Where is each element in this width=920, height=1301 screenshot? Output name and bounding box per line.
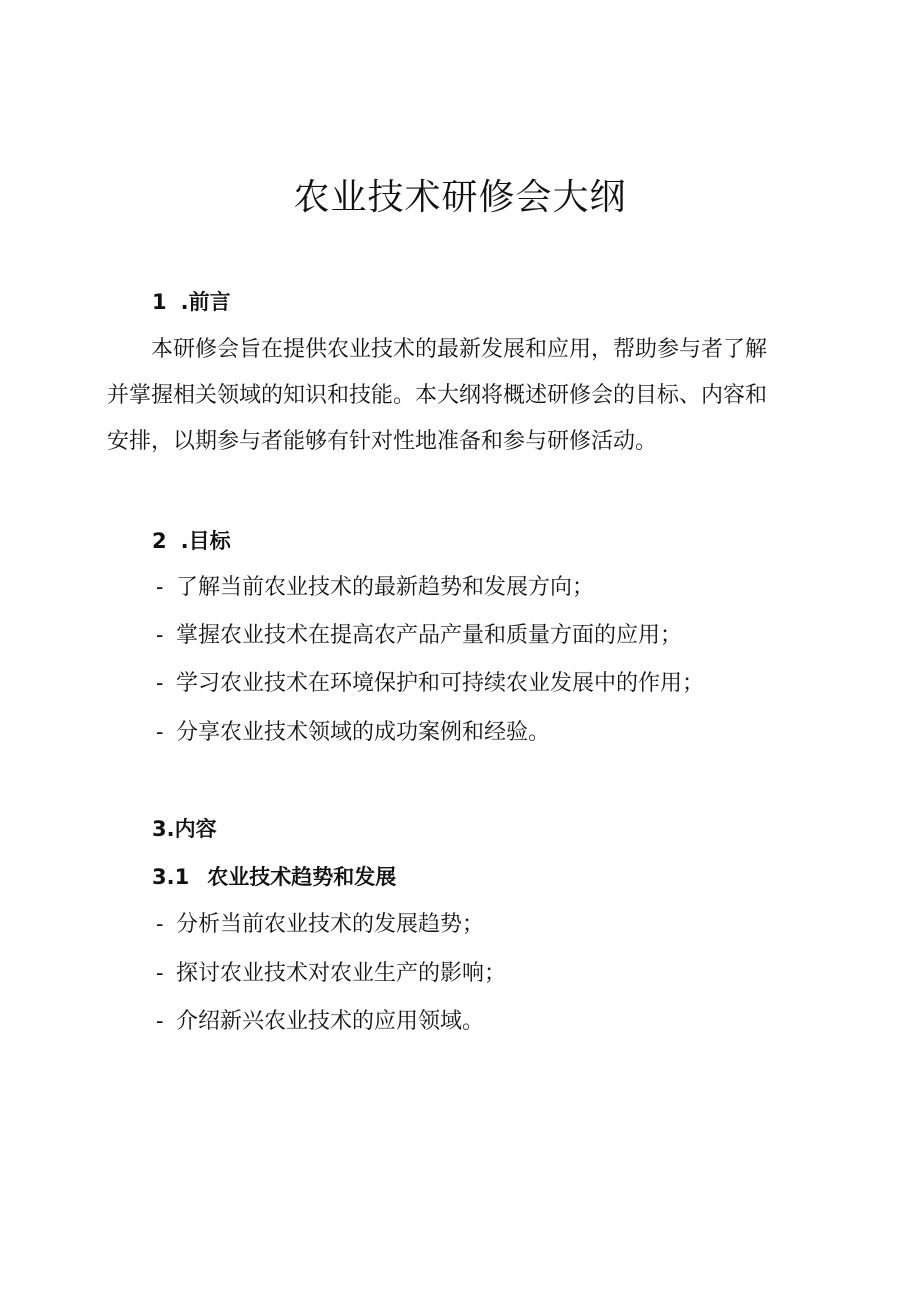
list-item — [156, 570, 594, 606]
list-item-text: 了解当前农业技术的最新趋势和发展方向； — [176, 575, 595, 600]
subsection-3-1-number: 3.1 — [152, 865, 190, 889]
list-item-text: 探讨农业技术对农业生产的影响； — [176, 961, 507, 986]
list-item-text: 分享农业技术领域的成功案例和经验。 — [176, 720, 551, 745]
bullet-dash: - — [156, 912, 164, 937]
paragraph-line: 本研修会旨在提供农业技术的最新发展和应用，帮助参与者了解 — [151, 337, 768, 362]
section-2-heading — [152, 525, 231, 557]
bullet-dash: - — [156, 671, 164, 696]
list-item — [156, 715, 550, 751]
section-1-heading — [152, 286, 231, 318]
section-1-paragraph — [107, 327, 807, 465]
list-item-text: 介绍新兴农业技术的应用领域。 — [176, 1009, 485, 1034]
paragraph-line: 并掌握相关领域的知识和技能。本大纲将概述研修会的目标、内容和 — [107, 383, 768, 408]
list-item — [156, 956, 506, 992]
bullet-dash: - — [156, 961, 164, 986]
paragraph-line: 安排，以期参与者能够有针对性地准备和参与研修活动。 — [107, 429, 658, 454]
bullet-dash: - — [156, 1009, 164, 1034]
section-1-number: 1 — [152, 290, 167, 314]
list-item-text: 学习农业技术在环境保护和可持续农业发展中的作用； — [176, 671, 705, 696]
subsection-3-1-title: 农业技术趋势和发展 — [207, 865, 397, 889]
list-item — [156, 618, 682, 654]
section-2-title: .目标 — [180, 529, 231, 553]
section-2-number: 2 — [152, 529, 167, 553]
list-item — [156, 907, 484, 943]
page-title: 农业技术研修会大纲 — [293, 177, 627, 218]
bullet-dash: - — [156, 720, 164, 745]
list-item — [156, 666, 704, 702]
subsection-3-1-heading — [152, 861, 396, 893]
list-item-text: 分析当前农业技术的发展趋势； — [176, 912, 485, 937]
section-3-heading: 3.内容 — [152, 817, 217, 841]
list-item-text: 掌握农业技术在提高农产品产量和质量方面的应用； — [176, 623, 683, 648]
bullet-dash: - — [156, 623, 164, 648]
bullet-dash: - — [156, 575, 164, 600]
list-item — [156, 1004, 484, 1040]
section-1-title: .前言 — [180, 290, 231, 314]
